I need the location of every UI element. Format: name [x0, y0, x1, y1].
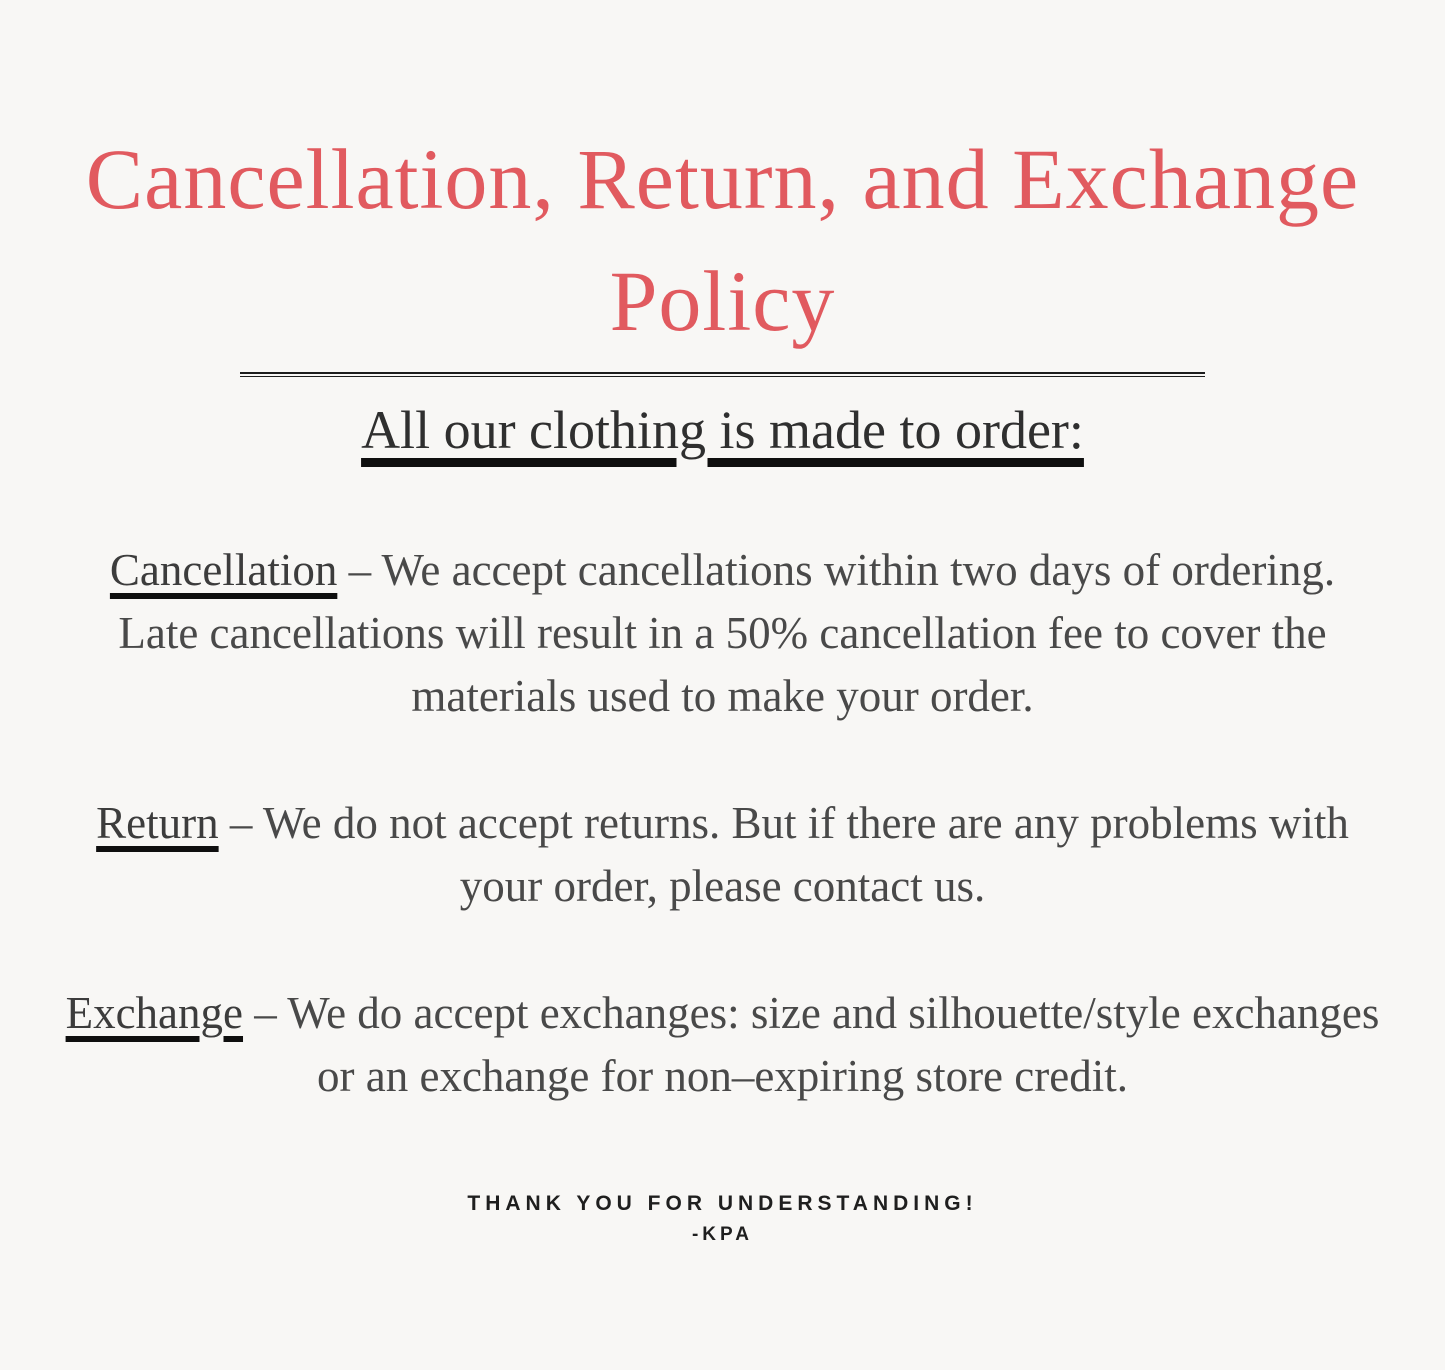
- policy-body-return: We do not accept returns. But if there are any problems with your order, please contact us.: [262, 798, 1349, 912]
- policy-term-exchange: Exchange: [65, 988, 244, 1039]
- made-to-order-heading: All our clothing is made to order:: [361, 400, 1084, 461]
- subtitle-row: [0, 377, 1445, 461]
- footer: [0, 1192, 1445, 1246]
- policy-separator: –: [254, 988, 277, 1039]
- policy-term-return: Return: [96, 798, 219, 849]
- policy-body-exchange: We do accept exchanges: size and silhouette/style exchanges or an exchange for non–expiring store credit.: [287, 988, 1380, 1102]
- policy-paragraph-cancellation: [83, 539, 1363, 728]
- footer-thanks-text: THANK YOU FOR UNDERSTANDING!: [467, 1192, 978, 1216]
- policy-term-cancellation: Cancellation: [109, 545, 338, 596]
- footer-signature: -KPA: [691, 1224, 754, 1246]
- policy-separator: –: [229, 798, 253, 849]
- policy-paragraph-return: [53, 792, 1393, 918]
- policy-body-cancellation: We accept cancellations within two days of ordering. Late cancellations will result in a 50% cancellation fee to cover the materials used to make your order.: [118, 545, 1336, 722]
- policy-paragraph-exchange: [58, 982, 1388, 1108]
- page-title-line-2: Policy: [609, 253, 836, 350]
- page-title-line-1: Cancellation, Return, and Exchange: [85, 131, 1360, 227]
- policy-separator: –: [348, 545, 372, 596]
- page-title: [0, 0, 1445, 362]
